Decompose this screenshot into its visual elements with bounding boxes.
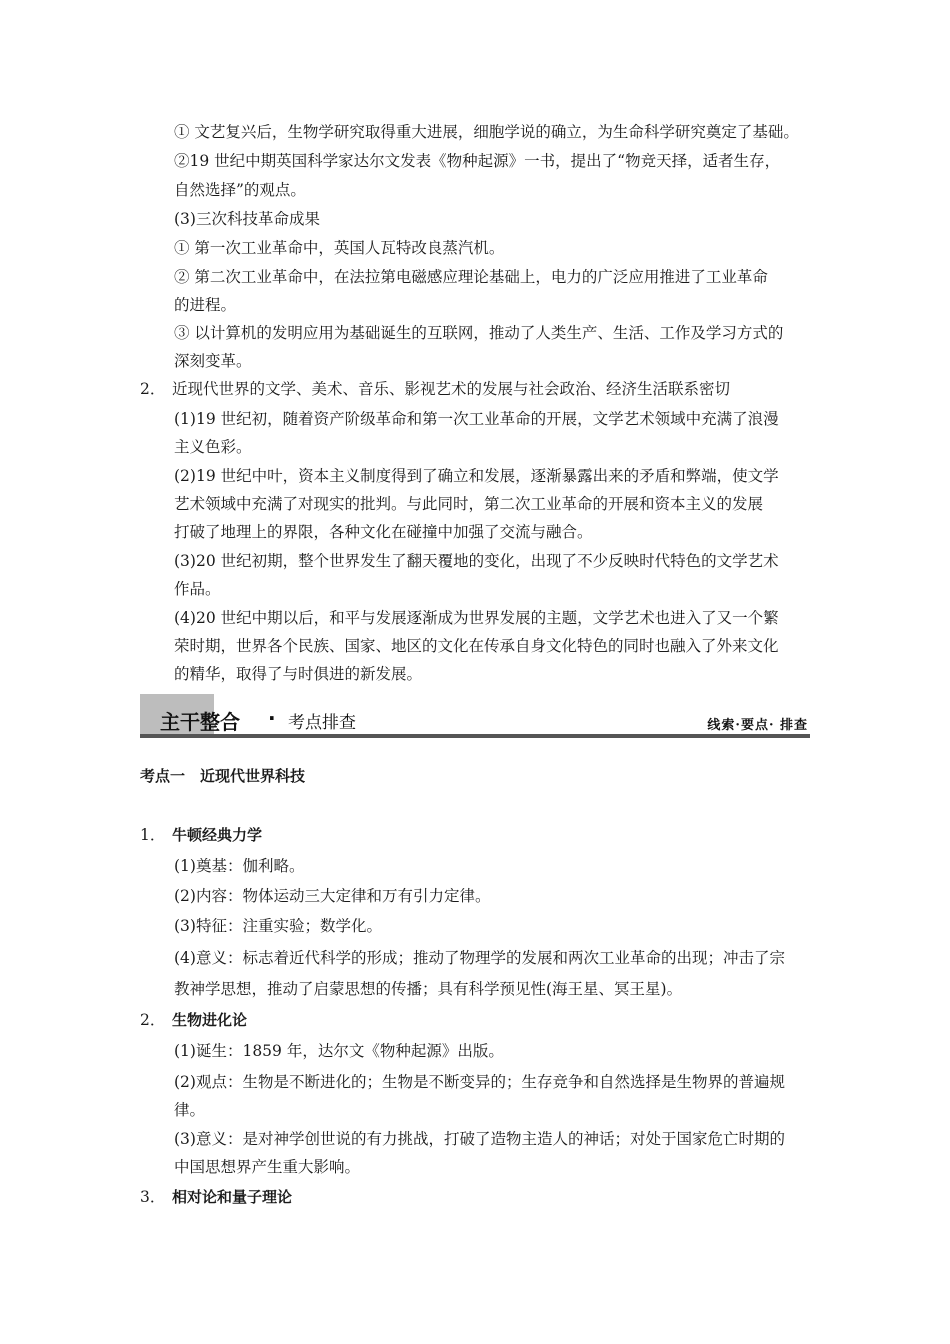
list-item-title: 近现代世界的文学、美术、音乐、影视艺术的发展与社会政治、经济生活联系密切 <box>172 380 731 398</box>
list-item-title: 牛顿经典力学 <box>172 826 263 844</box>
banner-subtitle: 考点排查 <box>288 713 356 733</box>
text-line: 教神学思想，推动了启蒙思想的传播；具有科学预见性(海王星、冥王星)。 <box>174 980 683 998</box>
text-line: (1)19 世纪初，随着资产阶级革命和第一次工业革命的开展，文学艺术领域中充满了浪漫 <box>174 410 779 428</box>
text-line: (2)内容：物体运动三大定律和万有引力定律。 <box>174 887 491 905</box>
list-number: 1． <box>140 826 166 844</box>
text-line: (4)20 世纪中期以后，和平与发展逐渐成为世界发展的主题，文学艺术也进入了又一个繁 <box>174 609 779 627</box>
text-line: (3)20 世纪初期，整个世界发生了翻天覆地的变化，出现了不少反映时代特色的文学艺术 <box>174 552 779 570</box>
text-line: 的进程。 <box>174 296 237 314</box>
text-line: ② 第二次工业革命中，在法拉第电磁感应理论基础上，电力的广泛应用推进了工业革命 <box>174 268 768 286</box>
text-line: 作品。 <box>174 580 221 598</box>
section-banner <box>140 694 810 742</box>
text-line: ③ 以计算机的发明应用为基础诞生的互联网，推动了人类生产、生活、工作及学习方式的 <box>174 324 784 342</box>
list-item-title: 相对论和量子理论 <box>172 1188 293 1206</box>
banner-separator: · <box>268 706 276 730</box>
text-line: 中国思想界产生重大影响。 <box>174 1158 361 1176</box>
text-line: (1)奠基：伽利略。 <box>174 857 305 875</box>
text-line: (3)三次科技革命成果 <box>174 210 320 228</box>
banner-right-label: 线索·要点· 排查 <box>707 718 808 733</box>
text-line: (2)19 世纪中叶，资本主义制度得到了确立和发展，逐渐暴露出来的矛盾和弊端，使文学 <box>174 467 779 485</box>
text-line: ① 文艺复兴后，生物学研究取得重大进展，细胞学说的确立，为生命科学研究奠定了基础。 <box>174 123 799 141</box>
text-line: 深刻变革。 <box>174 352 252 370</box>
text-line: (3)特征：注重实验；数学化。 <box>174 917 382 935</box>
text-line: 自然选择”的观点。 <box>174 181 306 199</box>
banner-title: 主干整合 <box>160 710 240 734</box>
text-line: (3)意义：是对神学创世说的有力挑战，打破了造物主造人的神话；对处于国家危亡时期的 <box>174 1130 785 1148</box>
text-line: 打破了地理上的界限，各种文化在碰撞中加强了交流与融合。 <box>174 523 593 541</box>
list-number: 2． <box>140 380 166 398</box>
text-line: (2)观点：生物是不断进化的；生物是不断变异的；生存竞争和自然选择是生物界的普遍规 <box>174 1073 785 1091</box>
text-line: 的精华，取得了与时俱进的新发展。 <box>174 665 423 683</box>
text-line: 艺术领域中充满了对现实的批判。与此同时，第二次工业革命的开展和资本主义的发展 <box>174 495 764 513</box>
list-number: 2． <box>140 1011 166 1029</box>
text-line: (1)诞生：1859 年，达尔文《物种起源》出版。 <box>174 1042 504 1060</box>
list-number: 3． <box>140 1188 166 1206</box>
text-line: 律。 <box>174 1101 206 1119</box>
text-line: ① 第一次工业革命中，英国人瓦特改良蒸汽机。 <box>174 239 505 257</box>
section-heading: 考点一 近现代世界科技 <box>140 767 306 785</box>
list-item-title: 生物进化论 <box>172 1011 248 1029</box>
text-line: ②19 世纪中期英国科学家达尔文发表《物种起源》一书，提出了“物竞天择，适者生存， <box>174 152 781 170</box>
text-line: 荣时期，世界各个民族、国家、地区的文化在传承自身文化特色的同时也融入了外来文化 <box>174 637 779 655</box>
text-line: (4)意义：标志着近代科学的形成；推动了物理学的发展和两次工业革命的出现；冲击了宗 <box>174 949 785 967</box>
banner-rule <box>140 734 810 738</box>
text-line: 主义色彩。 <box>174 438 252 456</box>
